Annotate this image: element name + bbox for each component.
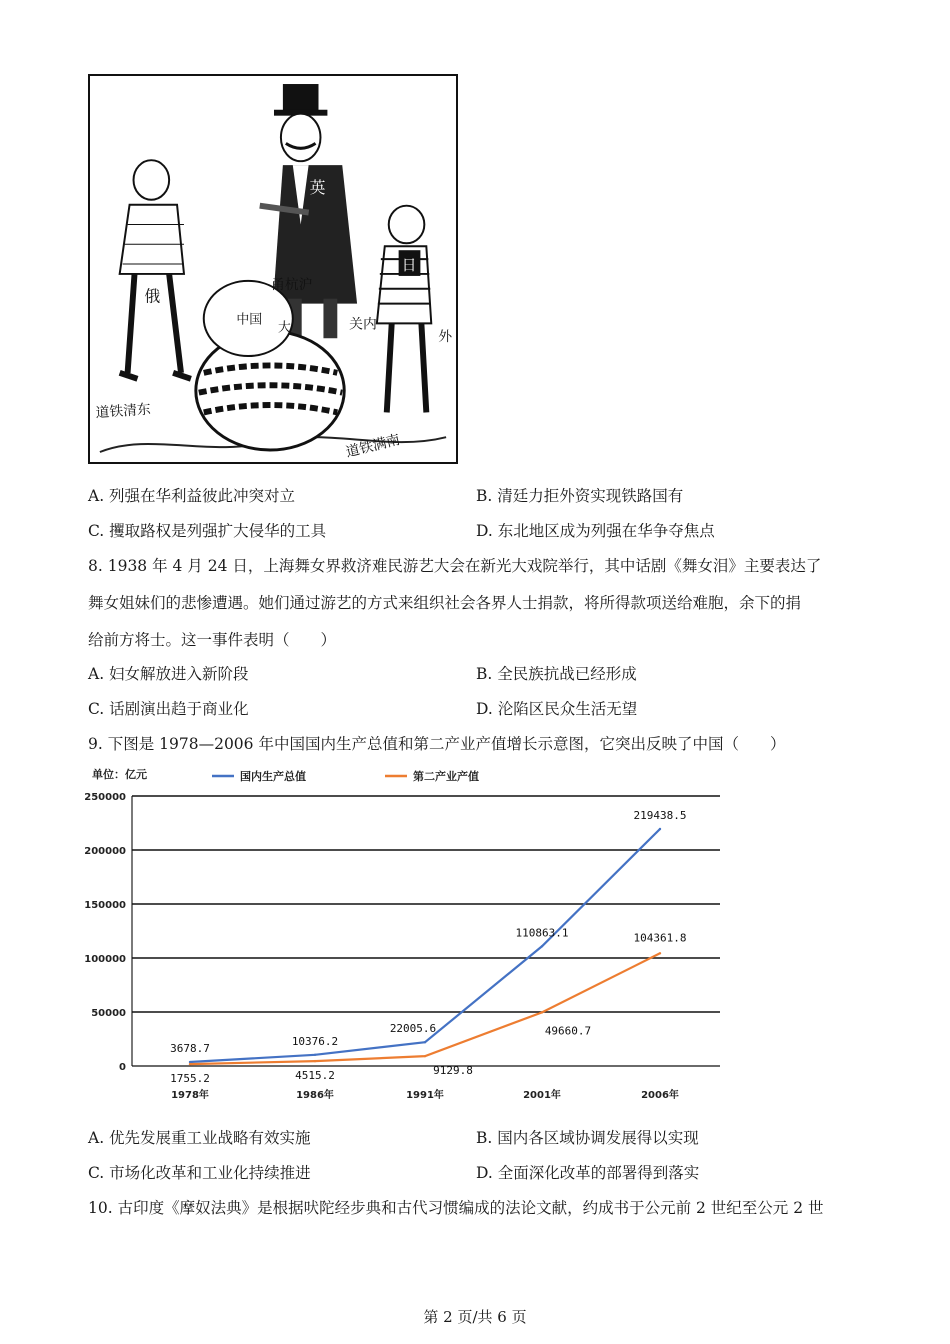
chart-y-tick-label: 200000 (84, 846, 126, 857)
chart-point (541, 945, 543, 947)
chart-x-tick-label: 1978年 (171, 1090, 209, 1101)
chart-y-ticks (84, 792, 126, 1073)
label-sack: 中国 (236, 312, 263, 328)
chart-legend (212, 769, 479, 783)
chart-legend-label: 国内生产总值 (240, 770, 306, 783)
label-russia: 俄 (144, 286, 161, 306)
label-railway-guanwai: 外 (438, 329, 453, 346)
page-footer: 第 2 页/共 6 页 (423, 1308, 527, 1326)
chart-x-ticks (171, 1088, 679, 1101)
chart-unit-label: 单位：亿元 (92, 768, 147, 781)
label-south-manchuria-railway: 道铁满南 (344, 431, 402, 461)
chart-data-label: 110863.1 (515, 926, 569, 940)
q9-stem-line1: 9. 下图是 1978—2006 年中国国内生产总值和第二产业产值增长示意图，它突出反映了中国（ ） (88, 735, 786, 753)
label-railway-guannei: 关内 (349, 316, 377, 333)
chart-data-label: 22005.6 (389, 1022, 437, 1036)
q7-option-a: A. 列强在华利益彼此冲突对立 (88, 487, 296, 505)
label-chinese-east-railway: 道铁清东 (95, 401, 152, 422)
chart-point (314, 1054, 316, 1056)
chart-y-tick-label: 0 (119, 1062, 126, 1073)
chart-data-label: 4515.2 (295, 1069, 335, 1083)
label-railway-huhangyong: 甬杭沪 (271, 276, 313, 293)
q9-option-b: B. 国内各区域协调发展得以实现 (476, 1129, 699, 1147)
chart-point (659, 828, 661, 830)
chart-point (424, 1055, 426, 1057)
chart-series-line (190, 953, 660, 1064)
chart-y-tick-label: 250000 (84, 792, 126, 803)
q8-stem-line2: 舞女姐妹们的悲惨遭遇。她们通过游艺的方式来组织社会各界人士捐款，将所得款项送给难胞，余下的捐 (88, 594, 802, 612)
q9-option-a: A. 优先发展重工业战略有效实施 (88, 1129, 311, 1147)
q7-option-b: B. 清廷力拒外资实现铁路国有 (476, 487, 684, 505)
label-sack2: 大 (277, 320, 291, 336)
chart-y-tick-label: 150000 (84, 900, 126, 911)
chart-point (659, 952, 661, 954)
chart-x-tick-label: 1986年 (296, 1090, 334, 1101)
chart-data-label: 219438.5 (633, 809, 687, 823)
chart-legend-label: 第二产业产值 (413, 770, 479, 783)
cartoon-illustration (90, 76, 456, 462)
chart-data-label: 1755.2 (170, 1072, 210, 1086)
gdp-line-chart (80, 760, 740, 1105)
chart-data-label: 9129.8 (433, 1064, 473, 1078)
chart-data-label: 104361.8 (633, 931, 687, 945)
chart-point (424, 1041, 426, 1043)
cartoon-image (88, 74, 458, 464)
chart-x-tick-label: 1991年 (406, 1090, 444, 1101)
chart-data-label: 10376.2 (291, 1034, 339, 1048)
q8-option-b: B. 全民族抗战已经形成 (476, 665, 637, 683)
label-japan: 日 (401, 256, 417, 274)
q8-option-d: D. 沦陷区民众生活无望 (476, 700, 638, 718)
chart-x-tick-label: 2001年 (523, 1090, 561, 1101)
label-britain: 英 (309, 177, 326, 197)
chart-svg (80, 760, 740, 1105)
q10-stem-line1: 10. 古印度《摩奴法典》是根据吠陀经步典和古代习惯编成的法论文献，约成书于公元前 2 世纪至公元 2 世 (88, 1199, 824, 1217)
chart-y-tick-label: 50000 (91, 1008, 126, 1019)
q7-option-d: D. 东北地区成为列强在华争夺焦点 (476, 522, 715, 540)
chart-point (541, 1011, 543, 1013)
q7-option-c: C. 攫取路权是列强扩大侵华的工具 (88, 522, 327, 540)
chart-data-label: 49660.7 (544, 1024, 592, 1038)
chart-x-tick-label: 2006年 (641, 1090, 679, 1101)
q8-option-a: A. 妇女解放进入新阶段 (88, 665, 249, 683)
q8-stem-line3: 给前方将士。这一事件表明（ ） (88, 631, 337, 649)
chart-point (189, 1063, 191, 1065)
chart-data-label: 3678.7 (170, 1042, 210, 1056)
q9-option-c: C. 市场化改革和工业化持续推进 (88, 1164, 311, 1182)
chart-point (189, 1061, 191, 1063)
q9-option-d: D. 全面深化改革的部署得到落实 (476, 1164, 700, 1182)
q8-stem-line1: 8. 1938 年 4 月 24 日，上海舞女界救济难民游艺大会在新光大戏院举行，其中话剧《舞女泪》主要表达了 (88, 557, 822, 575)
q8-option-c: C. 话剧演出趋于商业化 (88, 700, 249, 718)
chart-y-tick-label: 100000 (84, 954, 126, 965)
chart-point (314, 1060, 316, 1062)
